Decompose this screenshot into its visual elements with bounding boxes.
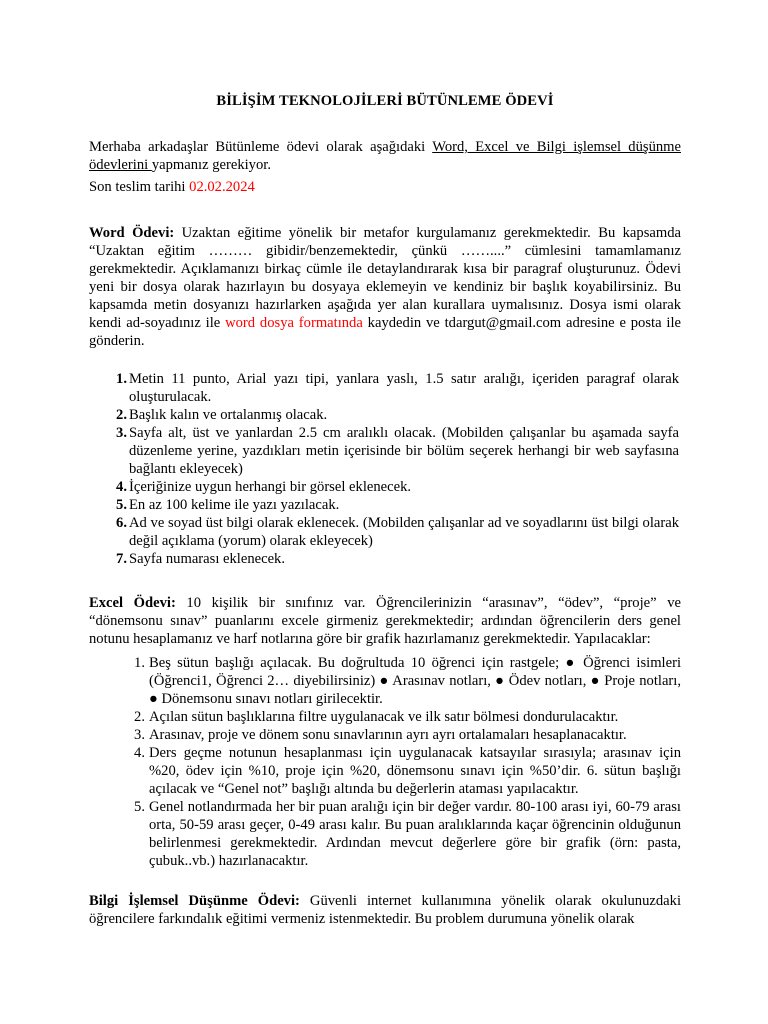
document-title: BİLİŞİM TEKNOLOJİLERİ BÜTÜNLEME ÖDEVİ	[216, 93, 554, 109]
intro-text-before: Merhaba arkadaşlar Bütünleme ödevi olarak aşağıdaki	[89, 139, 433, 155]
list-item-number: 4.	[116, 479, 127, 495]
deadline-line	[89, 178, 681, 196]
bilgi-assignment-text: Güvenli internet kullanımına yönelik olarak okulunuzdaki öğrencilere farkındalık eğitimi vermeniz istenmektedir. Bu problem durumuna yönelik olarak	[89, 893, 681, 927]
list-item-number: 1.	[116, 371, 127, 387]
list-item	[116, 514, 679, 550]
list-item-text: İçeriğinize uygun herhangi bir görsel eklenecek.	[129, 479, 412, 495]
word-assignment-paragraph	[89, 224, 681, 350]
word-assignment-heading: Word Ödevi:	[89, 225, 175, 241]
list-item	[134, 798, 681, 870]
list-item	[134, 744, 681, 798]
intro-underlined-text: Word, Excel ve Bilgi işlemsel düşünme ödevlerini	[89, 139, 681, 173]
list-item-text: En az 100 kelime ile yazı yazılacak.	[129, 497, 340, 513]
list-item-number: 5.	[116, 497, 127, 513]
word-assignment-text-2: kaydedin ve tdargut@gmail.com adresine e posta ile gönderin.	[89, 315, 681, 349]
list-item-text: Ders geçme notunun hesaplanması için uygulanacak katsayılar sırasıyla; arasınav için %20, ödev için %10, proje için %20, dönemsonu sınavı için %50’dir. 6. sütun başlığı açılacak ve “Genel not” başlığı altında bu değerlerin ataması yapılacaktır.	[149, 745, 681, 797]
list-item	[116, 424, 679, 478]
excel-assignment-paragraph	[89, 594, 681, 648]
word-file-format-note: word dosya formatında	[225, 315, 363, 331]
list-item	[116, 496, 679, 514]
intro-text-after: yapmanız gerekiyor.	[151, 157, 271, 173]
word-rules-list	[116, 370, 679, 568]
list-item-number: 6.	[116, 515, 127, 531]
list-item-number: 1.	[134, 655, 145, 671]
bilgi-assignment-heading: Bilgi İşlemsel Düşünme Ödevi:	[89, 893, 300, 909]
list-item-text: Metin 11 punto, Arial yazı tipi, yanlara yaslı, 1.5 satır aralığı, içeriden paragraf olarak oluşturulacak.	[129, 371, 679, 405]
list-item-text: Sayfa alt, üst ve yanlardan 2.5 cm aralıklı olacak. (Mobilden çalışanlar bu aşamada sayfa düzenleme yerine, yazdıkları metin içerisinde bir bölüm seçerek herhangi bir web sayfasına bağlantı ekleyecek)	[129, 425, 679, 477]
list-item-number: 4.	[134, 745, 145, 761]
list-item-number: 3.	[134, 727, 145, 743]
excel-assignment-text: 10 kişilik bir sınıfınız var. Öğrencilerinizin “arasınav”, “ödev”, “proje” ve “dönemsonu sınav” puanlarını excele girmeniz gerekmektedir; ardından öğrencilerin ders genel notunu hesaplamanız ve harf notlarına göre bir grafik hazırlamanız gerekmektedir. Yapılacaklar:	[89, 595, 681, 647]
list-item-number: 2.	[134, 709, 145, 725]
list-item	[134, 726, 681, 744]
list-item-text: Açılan sütun başlıklarına filtre uygulanacak ve ilk satır bölmesi dondurulacaktır.	[149, 709, 619, 725]
excel-assignment-heading: Excel Ödevi:	[89, 595, 176, 611]
list-item-text: Sayfa numarası eklenecek.	[129, 551, 285, 567]
list-item-number: 3.	[116, 425, 127, 441]
list-item-number: 5.	[134, 799, 145, 815]
list-item	[116, 550, 679, 568]
list-item	[134, 654, 681, 708]
list-item-number: 2.	[116, 407, 127, 423]
list-item	[116, 406, 679, 424]
list-item-text: Ad ve soyad üst bilgi olarak eklenecek. (Mobilden çalışanlar ad ve soyadlarını üst bilgi olarak değil açıklama (yorum) olarak ekleyecek)	[129, 515, 679, 549]
list-item	[134, 708, 681, 726]
list-item-text: Beş sütun başlığı açılacak. Bu doğrultuda 10 öğrenci için rastgele; ● Öğrenci isimleri (Öğrenci1, Öğrenci 2… diyebilirsiniz) ● Arasınav notları, ● Ödev notları, ● Proje notları, ● Dönemsonu sınavı notları girilecektir.	[149, 655, 681, 707]
deadline-date: 02.02.2024	[189, 179, 255, 195]
list-item-text: Başlık kalın ve ortalanmış olacak.	[129, 407, 328, 423]
list-item	[116, 478, 679, 496]
list-item-number: 7.	[116, 551, 127, 567]
excel-tasks-list	[134, 654, 681, 870]
bilgi-assignment-paragraph	[89, 892, 681, 928]
deadline-label: Son teslim tarihi	[89, 179, 190, 195]
list-item-text: Genel notlandırmada her bir puan aralığı için bir değer vardır. 80-100 arası iyi, 60-79 arası orta, 50-59 arası geçer, 0-49 arası kalır. Bu puan aralıklarında kaçar öğrencinin olduğunun belirlenmesi gerekmektedir. Ardından mevcut değerlere göre bir grafik (örn: pasta, çubuk..vb.) hazırlanacaktır.	[149, 799, 681, 869]
word-assignment-text-1: Uzaktan eğitime yönelik bir metafor kurgulamanız gerekmektedir. Bu kapsamda “Uzaktan eğitim ……… gibidir/benzemektedir, çünkü ……....” cümlesini tamamlamanız gerekmektedir. Açıklamanızı birkaç cümle ile detaylandırarak kısa bir paragraf oluşturunuz. Ödevi yeni bir dosya olarak hazırlayın bu dosyaya eklemeyin ve kendiniz bir başlık koyabilirsiniz. Bu kapsamda metin dosyanızı hazırlarken aşağıda yer alan kurallara uymalısınız. Dosya ismi olarak kendi ad-soyadınız ile	[89, 225, 681, 331]
list-item-text: Arasınav, proje ve dönem sonu sınavlarının ayrı ayrı ortalamaları hesaplanacaktır.	[149, 727, 627, 743]
intro-paragraph	[89, 138, 681, 174]
list-item	[116, 370, 679, 406]
